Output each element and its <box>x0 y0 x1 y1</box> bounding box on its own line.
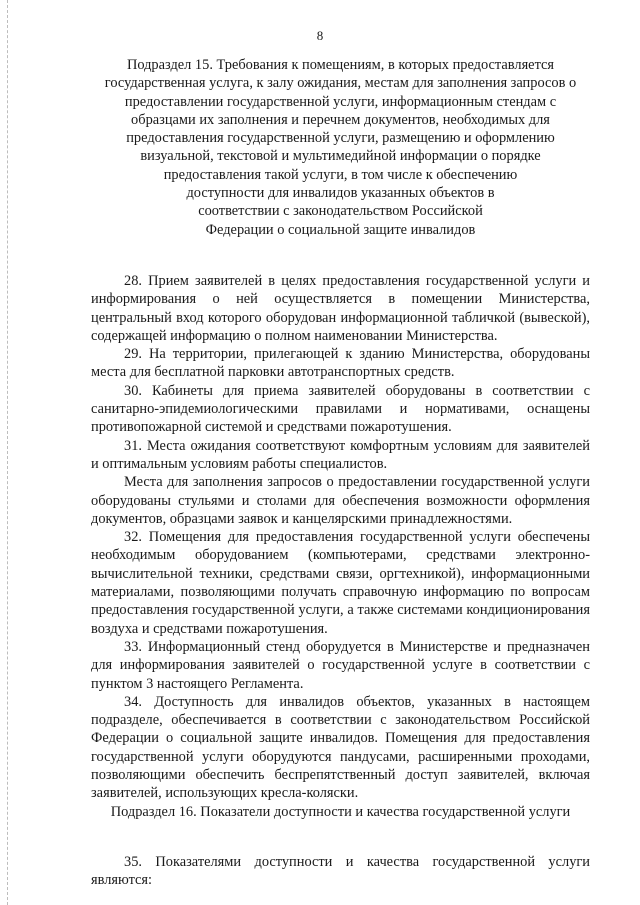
document-body <box>91 56 590 889</box>
paragraph-35: 35. Показателями доступности и качества государственной услуги являются: <box>91 853 590 889</box>
heading-line: Подраздел 15. Требования к помещениям, в которых предоставляется <box>126 57 555 73</box>
section-heading-15 <box>91 56 590 239</box>
page-number: 8 <box>316 28 324 43</box>
heading-line: предоставления такой услуги, в том числе к обеспечению <box>163 166 518 183</box>
paragraph-33: 33. Информационный стенд оборудуется в Министерстве и предназначен для информирования заявителей о государственной услуге в соответствии с пунктом 3 настоящего Регламента. <box>91 638 590 692</box>
paragraph-31: 31. Места ожидания соответствуют комфортным условиям для заявителей и оптимальным условиям работы специалистов. <box>91 437 590 472</box>
heading-line: визуальной, текстовой и мультимедийной информации о порядке <box>140 148 541 165</box>
section-heading-16: Подраздел 16. Показатели доступности и качества государственной услуги <box>110 803 571 820</box>
heading-line: Федерации о социальной защите инвалидов <box>205 221 476 238</box>
heading-line: предоставлении государственной услуги, информационным стендам с <box>124 93 557 110</box>
page-left-border <box>7 0 8 905</box>
paragraph-29: 29. На территории, прилегающей к зданию Министерства, оборудованы места для бесплатной парковки автотранспортных средств. <box>91 346 590 381</box>
paragraph-34: 34. Доступность для инвалидов объектов, указанных в настоящем подразделе, обеспечивается в соответствии с законодательством Российской Федерации о социальной защите инвалидов. Помещения для предоставления государственной услуги оборудуются пандусами, расширенными проходами, позволяющими обеспечить беспрепятственный доступ заявителей, включая заявителей, использующих кресла-коляски. <box>91 693 590 802</box>
paragraph-32: 32. Помещения для предоставления государственной услуги обеспечены необходимым оборудованием (компьютерами, средствами электронно-вычислительной техники, средствами связи, оргтехникой), информационными материалами, позволяющими получать справочную информацию по вопросам предоставления государственной услуги, а также системами кондиционирования воздуха и средствами пожаротушения. <box>91 529 590 637</box>
heading-line: государственная услуга, к залу ожидания, местам для заполнения запросов о <box>104 75 577 92</box>
paragraph-30: 30. Кабинеты для приема заявителей оборудованы в соответствии с санитарно-эпидемиологическими правилами и нормативами, оснащены противопожарной системой и средствами пожаротушения. <box>91 382 590 436</box>
heading-line: образцами их заполнения и перечнем документов, необходимых для <box>131 111 550 128</box>
heading-line: предоставления государственной услуги, размещению и оформлению <box>126 130 555 147</box>
paragraph-31-continued: Места для заполнения запросов о предоставлении государственной услуги оборудованы стульями и столами для обеспечения возможности оформления документов, образцами заявок и канцелярскими принадлежностями. <box>91 474 590 527</box>
heading-line: доступности для инвалидов указанных объектов в <box>186 185 495 202</box>
paragraph-28: 28. Прием заявителей в целях предоставления государственной услуги и информирования о ней осуществляется в помещении Министерства, центральный вход которого оборудован информационной табличкой (вывеской), содержащей информацию о полном наименовании Министерства. <box>91 272 590 344</box>
heading-line: соответствии с законодательством Российской <box>198 203 483 220</box>
